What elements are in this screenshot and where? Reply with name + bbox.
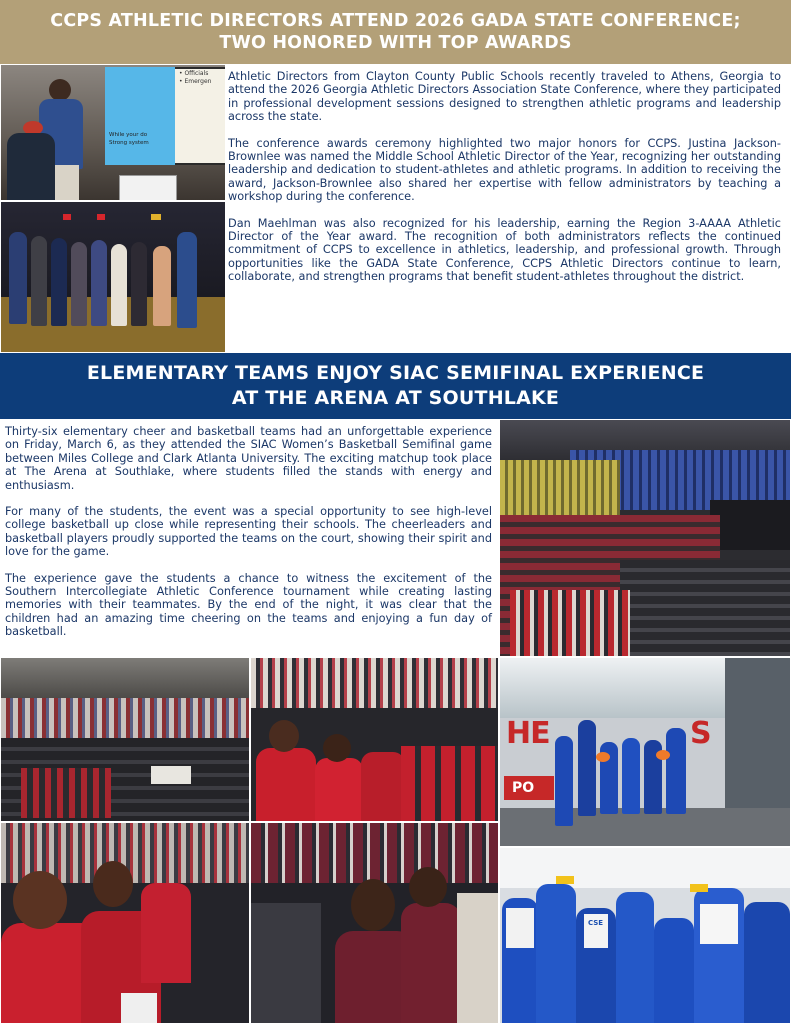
section-2-paragraph-1: Thirty-six elementary cheer and basketball teams had an unforgettable experience on Friday, March 6, as they attended the SIAC Women’s Basketball Semifinal game between Miles College and Clark Atlanta University. The exciting matchup took place at The Arena at Southlake, where students filled the stands with energy and enthusiasm. [5,425,492,492]
section-2-title-banner [0,353,791,419]
section-1-title-line-2: TWO HONORED WITH TOP AWARDS [219,33,572,53]
photo-athletic-directors-group [0,201,226,353]
section-1-article [228,70,781,297]
photo-arena-stands [499,419,791,657]
photo-students-maroon-shirts [250,822,499,1024]
section-2-article [5,425,492,652]
banner-po-text: PO [512,780,535,796]
slide-line-3: While your do [109,132,148,138]
section-1-paragraph-3: Dan Maehlman was also recognized for his leadership, earning the Region 3-AAAA Athletic Director of the Year award. The recognition of both administrators reflects the continued commitment of CCPS to excellence in athletics, leadership, and professional growth. Through opportunities like the GADA State Conference, CCPS Athletic Directors continue to learn, collaborate, and strengthen programs that benefit student-athletes throughout the district. [228,216,781,284]
photo-students-in-stands [0,657,250,822]
section-2-title-line-2: AT THE ARENA AT SOUTHLAKE [231,387,560,409]
photo-cheerleaders-closeup [0,822,250,1024]
slide-bullet-2: • Emergen [179,78,212,85]
photo-cheerleaders-red-uniforms [250,657,499,822]
section-1-title-banner [0,0,791,64]
photo-cheer-team-blue-uniforms [499,847,791,1024]
section-1-paragraph-1: Athletic Directors from Clayton County Public Schools recently traveled to Athens, Georgia to attend the 2026 Georgia Athletic Directors Association State Conference, where they participated in professional development sessions designed to strengthen athletic programs and leadership across the state. [228,70,781,124]
section-2-paragraph-3: The experience gave the students a chance to witness the excitement of the Southern Intercollegiate Athletic Conference tournament while creating lasting memories with their teammates. By the end of the night, it was clear that the children had an amazing time cheering on the teams and enjoying a fun day of basketball. [5,571,492,639]
section-2-title-line-1: ELEMENTARY TEAMS ENJOY SIAC SEMIFINAL EXPERIENCE [86,362,705,384]
slide-line-4: Strong system [109,140,149,146]
photo-team-heroes-sign [499,657,791,847]
section-2-paragraph-2: For many of the students, the event was a special opportunity to see high-level college basketball up close while representing their schools. The cheerleaders and basketball players proudly supported the teams on the court, showing their spirit and love for the game. [5,505,492,559]
heroes-sign-letter-s: S [690,716,711,751]
section-1-paragraph-2: The conference awards ceremony highlighted two major honors for CCPS. Justina Jackson-Brownlee was named the Middle School Athletic Director of the Year, recognizing her outstanding leadership and dedication to student-athletes and athletic programs. In addition to receiving the award, Jackson-Brownlee also shared her expertise with fellow administrators by teaching a workshop during the conference. [228,136,781,204]
shirt-logo-text: CSE [588,919,604,927]
photo-presenter-workshop [0,64,226,201]
slide-bullet-1: • Officials [179,70,209,77]
section-1-title-line-1: CCPS ATHLETIC DIRECTORS ATTEND 2026 GADA STATE CONFERENCE; [50,11,741,31]
heroes-sign-letters: HE [506,716,550,751]
